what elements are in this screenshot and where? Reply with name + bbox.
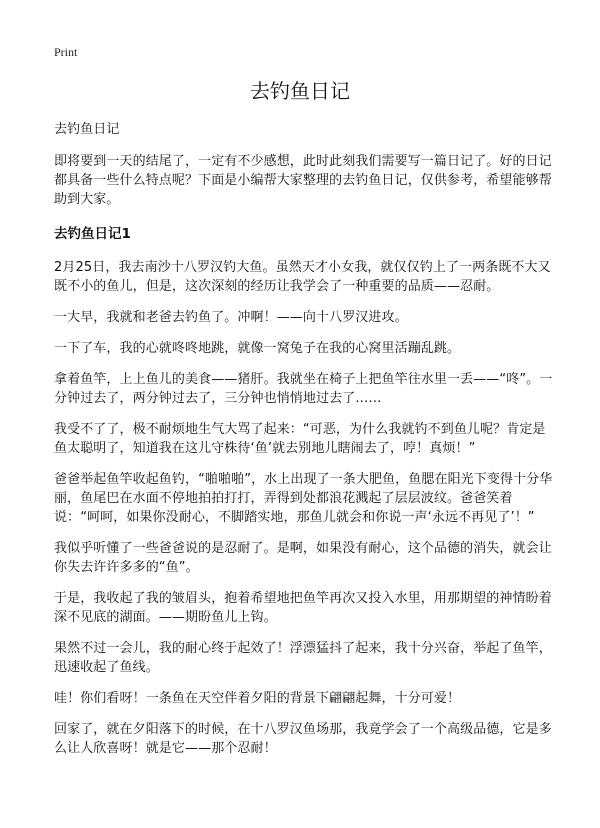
paragraph: 拿着鱼竿，上上鱼儿的美食——猪肝。我就坐在椅子上把鱼竿往水里一丢——“咚”。一分钟过去了，两分钟过去了，三分钟也悄悄地过去了…… [54,372,553,406]
paragraph: 爸爸举起鱼竿收起鱼钓，“啪啪啪”，水上出现了一条大肥鱼，鱼腮在阳光下变得十分华丽，鱼尾巴在水面不停地拍拍打打，弄得到处都浪花溅起了层层波纹。爸爸笑着说：“呵呵，如果你没耐心，不脚踏实地，那鱼儿就会和你说一声‘永远不再见了’！” [54,472,553,525]
paragraph: 哇！你们看呀！一条鱼在天空伴着夕阳的背景下翩翩起舞，十分可爱！ [54,691,461,706]
print-link[interactable]: Print [54,45,78,59]
article-subtitle: 去钓鱼日记 [54,122,120,137]
paragraph: 一下了车，我的心就咚咚地跳，就像一窝兔子在我的心窝里活蹦乱跳。 [54,341,461,356]
page-title: 去钓鱼日记 [250,79,350,103]
article-body [54,120,554,770]
paragraph: 回家了，就在夕阳落下的时候，在十八罗汉鱼场那，我竟学会了一个高级品德，它是多么让人欣喜呀！就是它——那个忍耐！ [54,722,552,756]
article-intro: 即将要到一天的结尾了，一定有不少感想，此时此刻我们需要写一篇日记了。好的日记都具备一些什么特点呢？下面是小编帮大家整理的去钓鱼日记，仅供参考，希望能够帮助到大家。 [54,154,552,207]
paragraph: 于是，我收起了我的皱眉头，抱着希望地把鱼竿再次又投入水里，用那期望的神情盼着深不见底的湖面。——期盼鱼儿上钩。 [54,591,552,625]
paragraph: 一大早，我就和老爸去钓鱼了。冲啊！——向十八罗汉进攻。 [54,310,408,325]
section-heading: 去钓鱼日记1 [54,226,131,242]
paragraph: 2月25日，我去南沙十八罗汉钓大鱼。虽然天才小女我，就仅仅钓上了一两条既不大又既不小的鱼儿，但是，这次深刻的经历让我学会了一种重要的品质——忍耐。 [54,260,551,294]
paragraph: 果然不过一会儿，我的耐心终于起效了！浮漂猛抖了起来，我十分兴奋，举起了鱼竿，迅速收起了鱼线。 [54,641,552,675]
paragraph: 我似乎听懂了一些爸爸说的是忍耐了。是啊，如果没有耐心，这个品德的消失，就会让你失去许许多多的“鱼”。 [54,541,552,575]
paragraph: 我受不了了，极不耐烦地生气大骂了起来：“可恶，为什么我就钓不到鱼儿呢？肯定是鱼太聪明了，知道我在这儿守株待‘鱼’就去别地儿瞎闹去了，哼！真烦！” [54,422,546,456]
